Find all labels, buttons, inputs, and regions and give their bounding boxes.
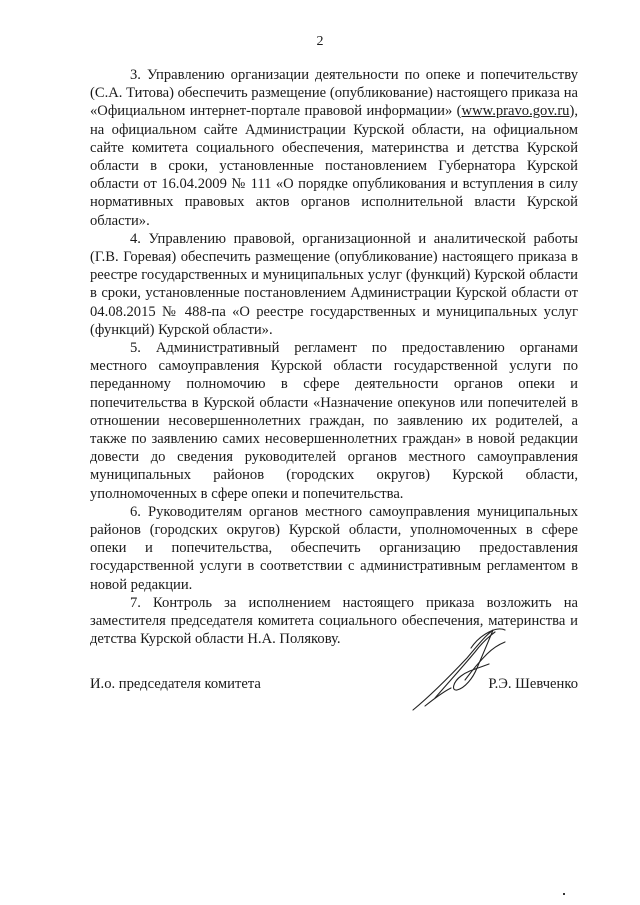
paragraph-3 (90, 66, 578, 230)
signatory-name: Р.Э. Шевченко (488, 676, 578, 692)
signature-block (90, 676, 578, 696)
paragraph-5: 5. Административный регламент по предоставлению органами местного самоуправления Курской области государственной услуги по переданному полномочию в сфере деятельности органов опеки и попечительства в Курской области «Назначение опекунов или попечителей в отношении несовершеннолетних граждан, по заявлению их родителей, а также по заявлению самих несовершеннолетних граждан» в новой редакции довести до сведения руководителей органов местного самоуправления муниципальных районов (городских округов) Курской области, уполномоченных в сфере опеки и попечительства. (90, 340, 578, 502)
paragraph-7: 7. Контроль за исполнением настоящего приказа возложить на заместителя председателя комитета социального обеспечения, материнства и детства Курской области Н.А. Полякову. (90, 594, 578, 648)
scan-speck (563, 893, 565, 895)
page-number: 2 (316, 34, 324, 49)
handwritten-signature (405, 618, 515, 718)
paragraph-6: 6. Руководителям органов местного самоуправления муниципальных районов (городских округов) Курской области, уполномоченных в сфере опеки и попечительства, обеспечить организацию предоставления государственной услуги в соответствии с административным регламентом в новой редакции. (90, 503, 578, 593)
paragraph-4: 4. Управлению правовой, организационной и аналитической работы (Г.В. Горевая) обеспечить размещение (опубликование) настоящего приказа в реестре государственных и муниципальных услуг (функций) Курской области в сроки, установленные постановлением Администрации Курской области от 04.08.2015 № 488-па «О реестре государственных и муниципальных услуг (функций) Курской области». (90, 230, 578, 338)
pravo-gov-link[interactable]: www.pravo.gov.ru (461, 103, 570, 120)
document-body (90, 66, 578, 649)
paragraph-3-text-start: 3. Управлению организации деятельности по опеке и попечительству (С.А. Титова) обеспечить размещение (опубликование) настоящего приказа на «Официальном интернет-портале правовой информации» ( (90, 67, 578, 120)
paragraph-3-text-end: ), на официальном сайте Администрации Курской области, на официальном сайте комитета социального обеспечения, материнства и детства Курской области в сроки, установленные постановлением Губернатора Курской области от 16.04.2009 № 111 «О порядке опубликования и вступления в силу нормативных правовых актов органов исполнительной власти Курской области». (90, 103, 578, 229)
signatory-title: И.о. председателя комитета (90, 676, 261, 692)
